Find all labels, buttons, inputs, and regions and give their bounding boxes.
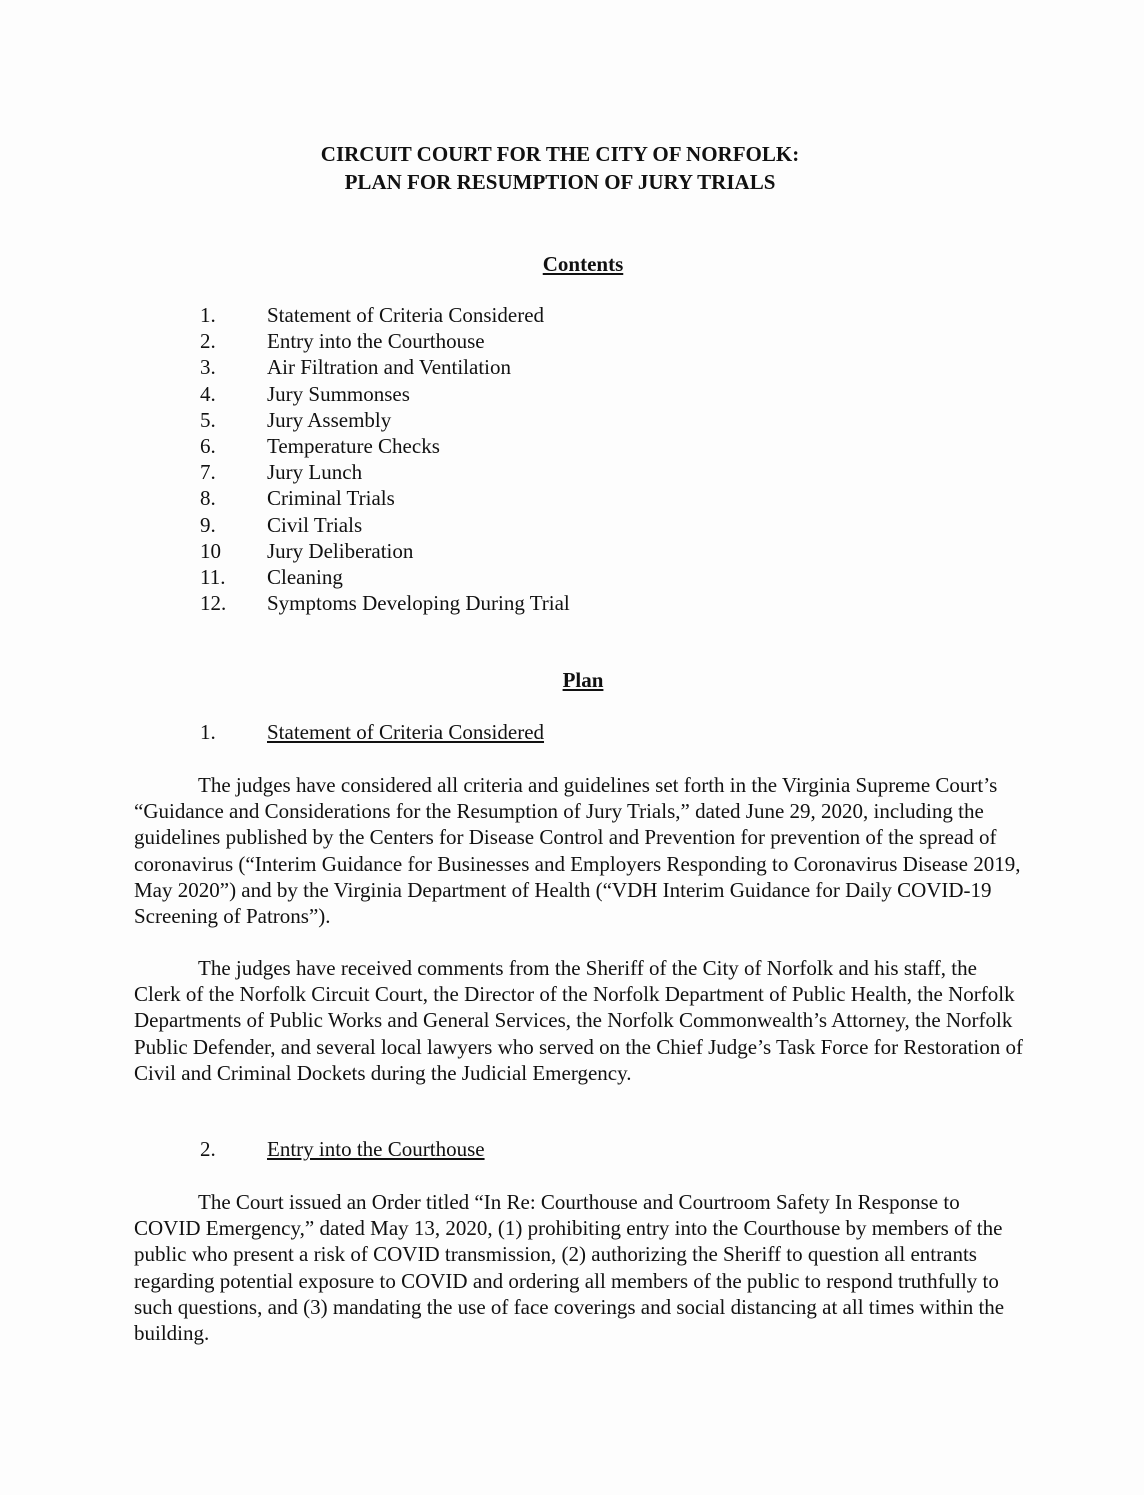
contents-heading: Contents — [542, 252, 624, 276]
section-title: Statement of Criteria Considered — [267, 720, 545, 744]
toc-number: 6. — [200, 433, 216, 458]
toc-number: 11. — [200, 564, 226, 589]
toc-number: 4. — [200, 381, 216, 406]
toc-number: 2. — [200, 329, 216, 354]
plan-heading: Plan — [562, 668, 604, 692]
toc-number: 5. — [200, 407, 216, 432]
section-title: Entry into the Courthouse — [267, 1137, 485, 1161]
section-number: 2. — [200, 1137, 216, 1161]
toc-label: Jury Summonses — [267, 381, 410, 406]
toc-label: Statement of Criteria Considered — [267, 303, 545, 327]
toc-number: 9. — [200, 512, 216, 537]
document-title — [0, 140, 1120, 196]
toc-label: Jury Lunch — [267, 460, 363, 485]
toc-number: 1. — [200, 303, 216, 327]
toc-label: Temperature Checks — [267, 433, 440, 458]
toc-label: Air Filtration and Ventilation — [267, 355, 512, 380]
toc-label: Symptoms Developing During Trial — [267, 591, 570, 616]
toc-number: 10 — [200, 538, 221, 563]
toc-number: 7. — [200, 460, 216, 485]
toc-number: 3. — [200, 355, 216, 380]
title-line-1: CIRCUIT COURT FOR THE CITY OF NORFOLK: — [320, 142, 800, 166]
toc-label: Cleaning — [267, 564, 343, 589]
toc-number: 8. — [200, 486, 216, 511]
toc-label: Entry into the Courthouse — [267, 329, 485, 354]
toc-label: Jury Deliberation — [267, 538, 414, 563]
section-1-paragraph-2: The judges have received comments from the Sheriff of the City of Norfolk and his staff, the Clerk of the Norfolk Circuit Court, the Director of the Norfolk Department of Public Health, the Norfolk Departments of Public Works and General Services, the Norfolk Commonwealth’s Attorney, the Norfolk Public Defender, and several local lawyers who served on the Chief Judge’s Task Force for Restoration of Civil and Criminal Dockets during the Judicial Emergency. — [134, 956, 1023, 1085]
toc-label: Jury Assembly — [267, 407, 392, 432]
title-line-2: PLAN FOR RESUMPTION OF JURY TRIALS — [344, 170, 776, 194]
section-number: 1. — [200, 720, 216, 744]
section-2-paragraph-1: The Court issued an Order titled “In Re: Courthouse and Courtroom Safety In Response to COVID Emergency,” dated May 13, 2020, (1) prohibiting entry into the Courthouse by members of the public who present a risk of COVID transmission, (2) authorizing the Sheriff to question all entrants regarding potential exposure to COVID and ordering all members of the public to respond truthfully to such questions, and (3) mandating the use of face coverings and social distancing at all times within the building. — [134, 1190, 1005, 1346]
section-1-paragraph-1: The judges have considered all criteria and guidelines set forth in the Virginia Supreme Court’s “Guidance and Considerations for the Resumption of Jury Trials,” dated June 29, 2020, including the guidelines published by the Centers for Disease Control and Prevention for prevention of the spread of coronavirus (“Interim Guidance for Businesses and Employers Responding to Coronavirus Disease 2019, May 2020”) and by the Virginia Department of Health (“VDH Interim Guidance for Daily COVID-19 Screening of Patrons”). — [134, 773, 1021, 929]
toc-label: Civil Trials — [267, 512, 363, 537]
toc-number: 12. — [200, 591, 227, 616]
toc-label: Criminal Trials — [267, 486, 395, 511]
